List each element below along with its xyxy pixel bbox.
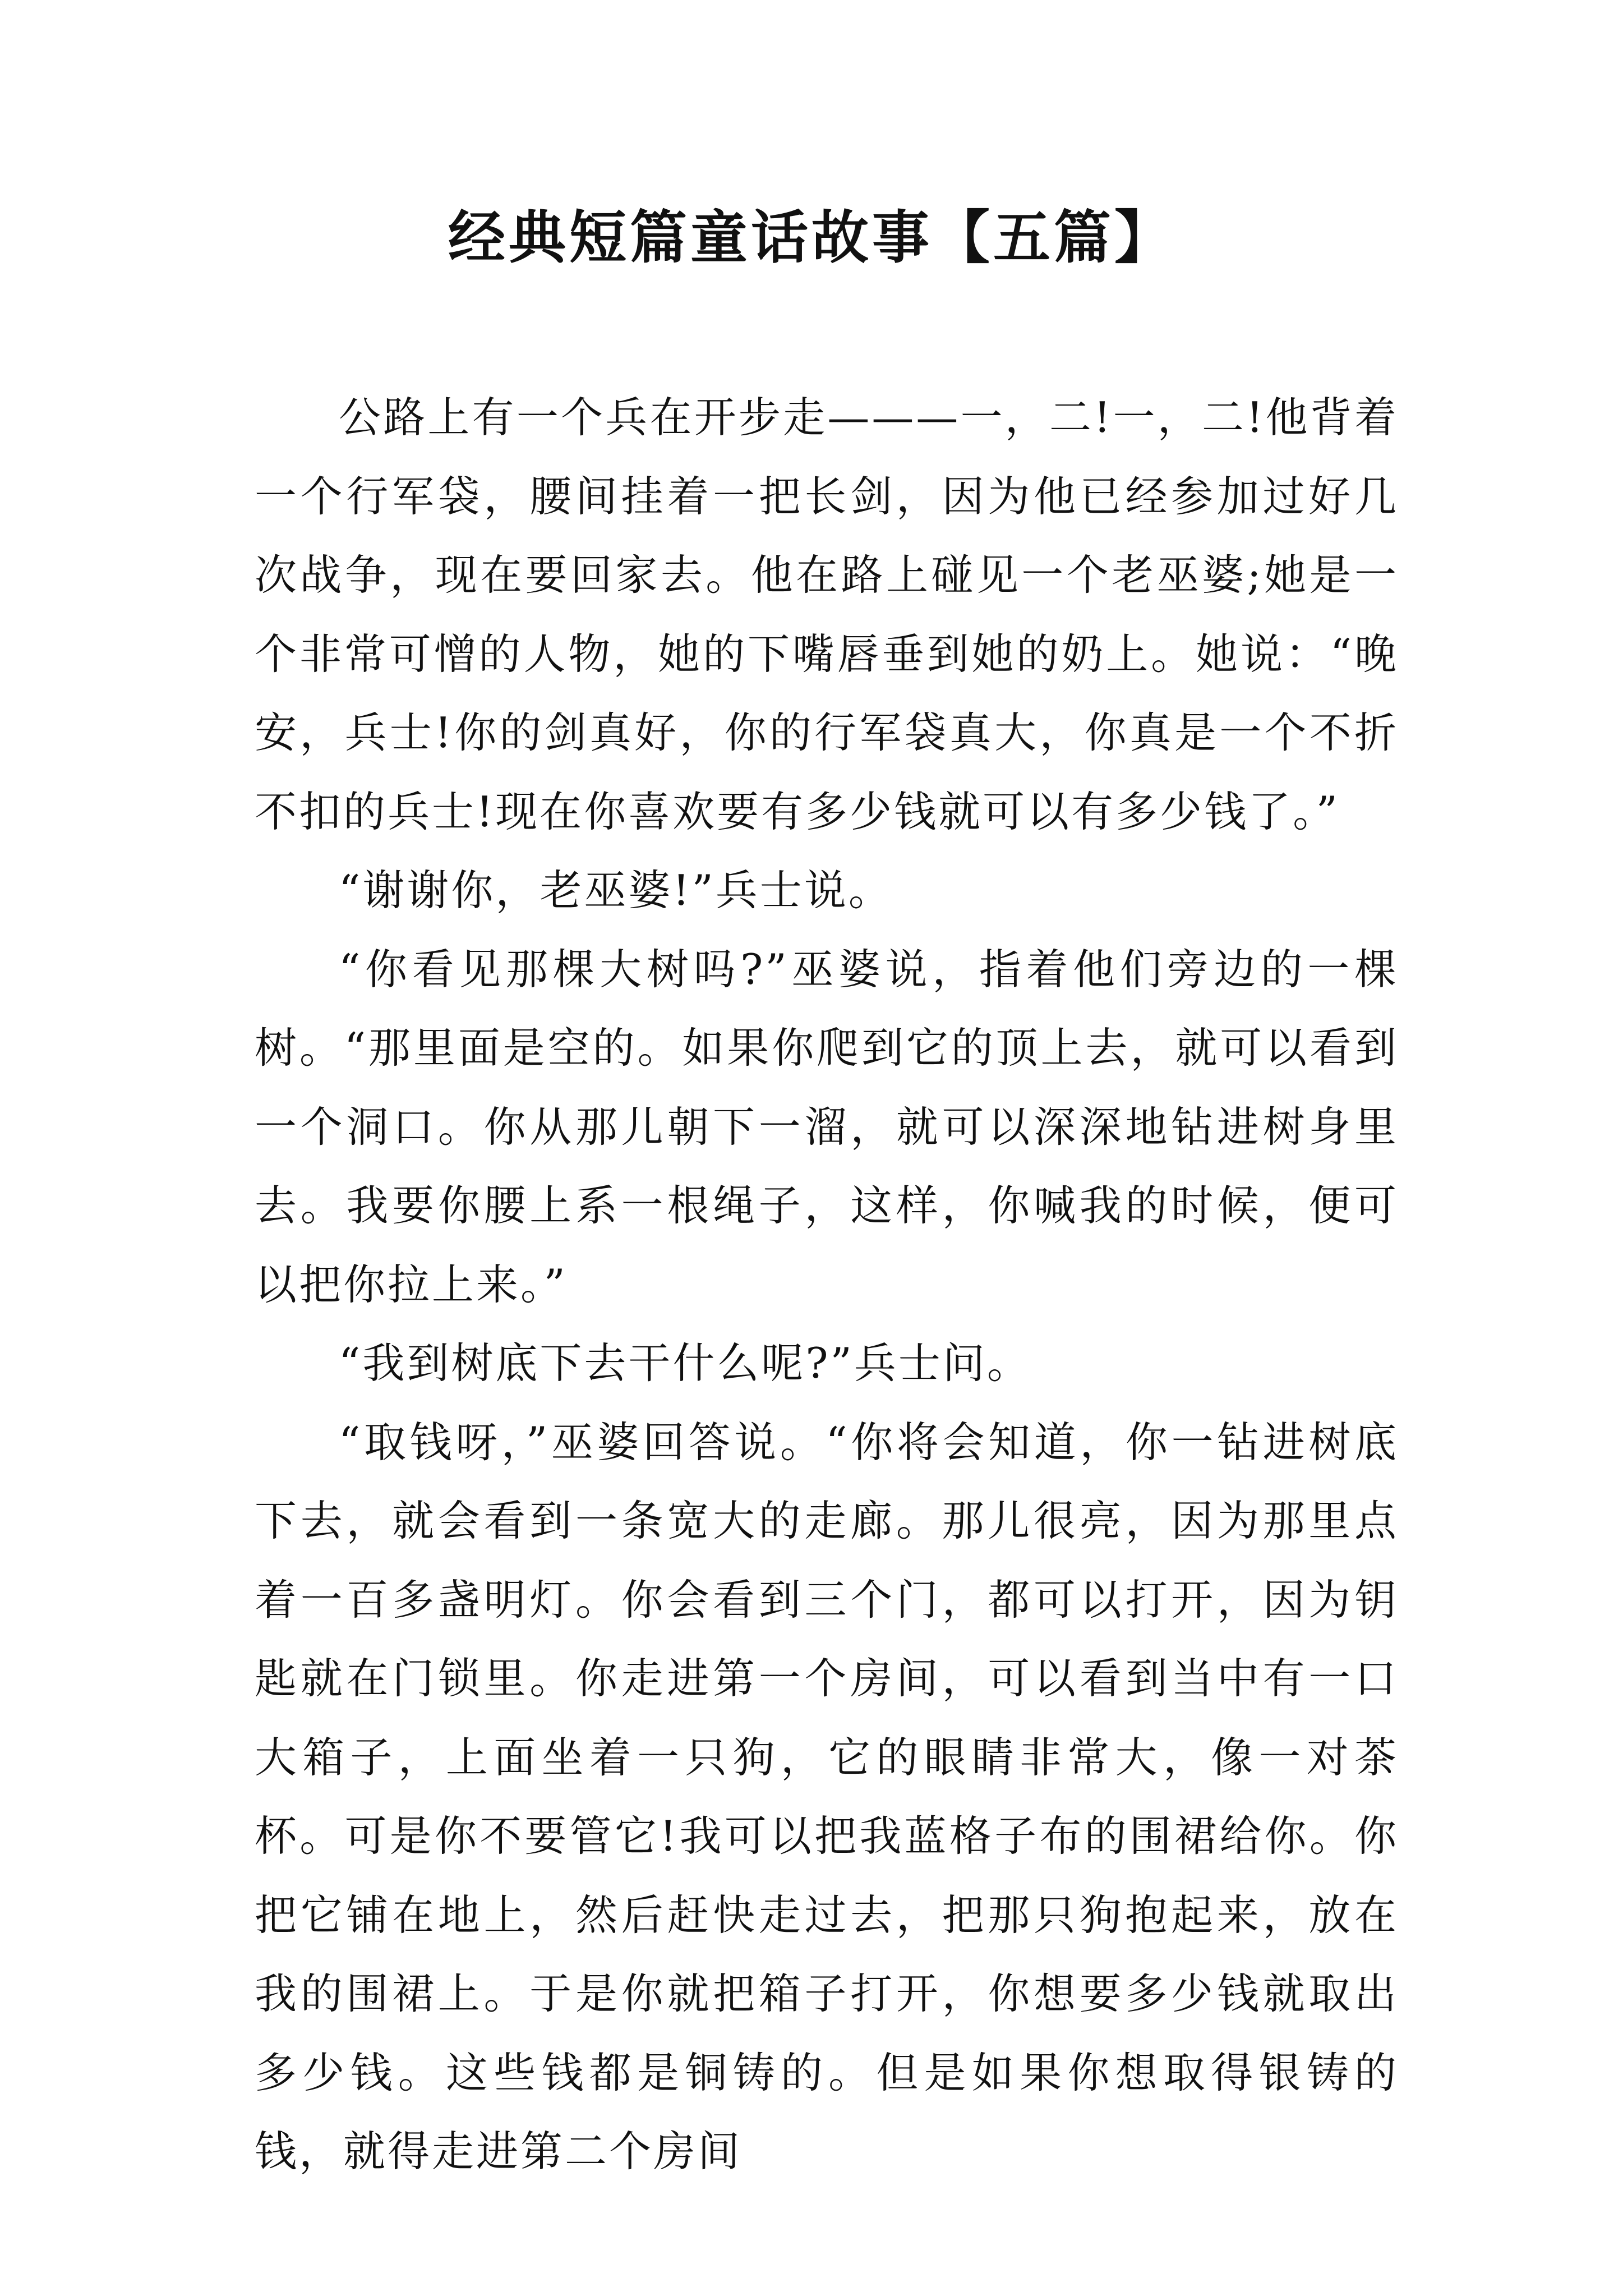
story-body [255, 378, 1399, 2191]
paragraph-4: “我到树底下去干什么呢?”兵士问。 [339, 1338, 1031, 1388]
document-title: 经典短篇童话故事【五篇】 [448, 205, 1175, 272]
paragraph-3: “你看见那棵大树吗?”巫婆说，指着他们旁边的一棵树。“那里面是空的。如果你爬到它的顶上去，就可以看到一个洞口。你从那儿朝下一溜，就可以深深地钻进树身里去。我要你腰上系一根绳子，这样，你喊我的时候，便可以把你拉上来。” [255, 944, 1399, 1309]
paragraph-1: 公路上有一个兵在开步走———一，二!一，二!他背着一个行军袋，腰间挂着一把长剑，因为他已经参加过好几次战争，现在要回家去。他在路上碰见一个老巫婆;她是一个非常可憎的人物，她的下嘴唇垂到她的奶上。她说：“晚安，兵士!你的剑真好，你的行军袋真大，你真是一个不折不扣的兵士!现在你喜欢要有多少钱就可以有多少钱了。” [255, 393, 1399, 836]
paragraph-5: “取钱呀，”巫婆回答说。“你将会知道，你一钻进树底下去，就会看到一条宽大的走廊。那儿很亮，因为那里点着一百多盏明灯。你会看到三个门，都可以打开，因为钥匙就在门锁里。你走进第一个房间，可以看到当中有一口大箱子，上面坐着一只狗，它的眼睛非常大，像一对茶杯。可是你不要管它!我可以把我蓝格子布的围裙给你。你把它铺在地上，然后赶快走过去，把那只狗抱起来，放在我的围裙上。于是你就把箱子打开，你想要多少钱就取出多少钱。这些钱都是铜铸的。但是如果你想取得银铸的钱，就得走进第二个房间 [255, 1417, 1399, 2176]
paragraph-2: “谢谢你，老巫婆!”兵士说。 [339, 866, 893, 915]
